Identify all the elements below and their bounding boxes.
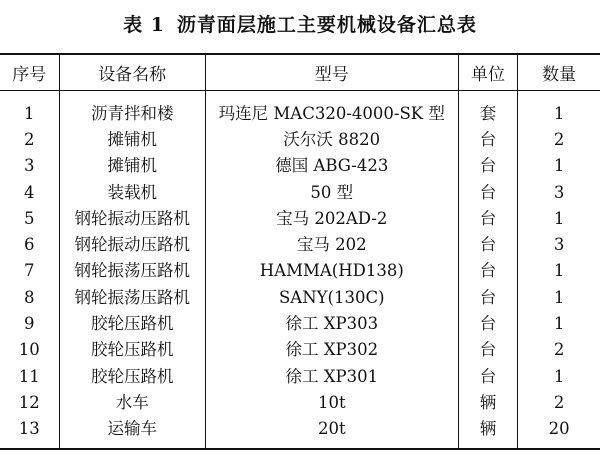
cell-equipment-name: 钢轮振荡压路机 [59,285,205,311]
cell-index: 7 [0,258,59,284]
cell-quantity: 1 [553,287,565,307]
cell-index: 1 [0,90,59,127]
cell-quantity: 2 [553,340,565,360]
cell-index: 10 [0,337,59,363]
table-row [0,258,600,284]
cell-model: 20t [205,416,458,449]
table-row [0,179,600,205]
cell-unit: 辆 [458,390,518,416]
cell-unit: 台 [458,179,518,205]
table-row [0,206,600,232]
table-row [0,390,600,416]
cell-unit: 套 [458,90,518,127]
cell-equipment-name: 运输车 [59,416,205,449]
table-title: 沥青面层施工主要机械设备汇总表 [176,14,477,36]
cell-model: SANY(130C) [205,285,458,311]
cell-model: 玛连尼 MAC320-4000-SK 型 [205,90,458,127]
cell-quantity: 1 [553,314,565,334]
cell-equipment-name: 水车 [59,390,205,416]
table-row [0,153,600,179]
cell-quantity: 1 [553,261,565,281]
cell-index: 12 [0,390,59,416]
cell-model: 徐工 XP303 [205,311,458,337]
equipment-table [0,53,600,450]
header-row [0,54,600,90]
cell-unit: 台 [458,311,518,337]
cell-quantity: 1 [553,366,565,386]
cell-equipment-name: 胶轮压路机 [59,311,205,337]
cell-index: 11 [0,363,59,389]
cell-index: 8 [0,285,59,311]
cell-unit: 台 [458,258,518,284]
cell-unit: 辆 [458,416,518,449]
cell-model: 沃尔沃 8820 [205,127,458,153]
table-row [0,90,600,127]
cell-unit: 台 [458,127,518,153]
cell-unit: 台 [458,206,518,232]
cell-equipment-name: 装载机 [59,179,205,205]
table-row [0,127,600,153]
cell-quantity: 1 [553,103,565,123]
table-row [0,285,600,311]
cell-quantity: 1 [553,208,565,228]
cell-equipment-name: 钢轮振动压路机 [59,232,205,258]
cell-quantity: 20 [518,416,600,449]
cell-quantity: 2 [553,129,565,149]
cell-model: 德国 ABG-423 [205,153,458,179]
cell-quantity: 1 [553,156,565,176]
header-quantity: 数量 [518,54,600,90]
cell-equipment-name: 胶轮压路机 [59,363,205,389]
table-row [0,416,600,449]
table-number: 表 1 [123,14,165,36]
cell-equipment-name: 钢轮振动压路机 [59,206,205,232]
cell-equipment-name: 摊铺机 [59,153,205,179]
cell-model: 徐工 XP301 [205,363,458,389]
table-caption [0,10,600,37]
cell-unit: 台 [458,285,518,311]
cell-model: 50 型 [205,179,458,205]
cell-index: 4 [0,179,59,205]
cell-quantity: 3 [553,235,565,255]
table-row [0,363,600,389]
cell-index: 13 [0,416,59,449]
cell-quantity: 3 [553,182,565,202]
cell-index: 2 [0,127,59,153]
cell-index: 9 [0,311,59,337]
cell-model: HAMMA(HD138) [205,258,458,284]
table-row [0,232,600,258]
cell-index: 3 [0,153,59,179]
cell-index: 6 [0,232,59,258]
cell-model: 10t [205,390,458,416]
cell-equipment-name: 摊铺机 [59,127,205,153]
cell-model: 宝马 202 [205,232,458,258]
cell-model: 徐工 XP302 [205,337,458,363]
header-index: 序号 [0,54,59,90]
cell-equipment-name: 沥青拌和楼 [59,90,205,127]
cell-quantity: 2 [553,392,565,412]
cell-unit: 台 [458,363,518,389]
cell-model: 宝马 202AD-2 [205,206,458,232]
cell-equipment-name: 钢轮振荡压路机 [59,258,205,284]
cell-index: 5 [0,206,59,232]
table-row [0,311,600,337]
cell-equipment-name: 胶轮压路机 [59,337,205,363]
cell-unit: 台 [458,153,518,179]
header-equipment-name: 设备名称 [59,54,205,90]
header-model: 型号 [205,54,458,90]
table-row [0,337,600,363]
cell-unit: 台 [458,232,518,258]
cell-unit: 台 [458,337,518,363]
header-unit: 单位 [458,54,518,90]
